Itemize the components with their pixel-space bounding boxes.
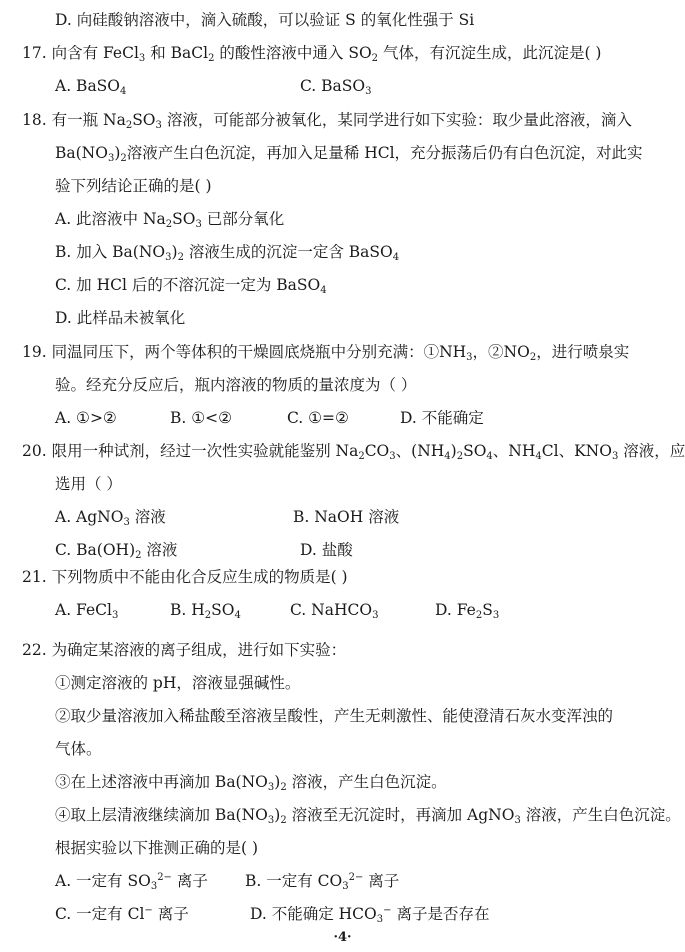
q22-question: 根据实验以下推测正确的是( ) (55, 839, 259, 857)
q19-option-d: D. 不能确定 (400, 409, 484, 427)
q19-option-a: A. ①>② (55, 409, 117, 427)
q20-stem-line2: 选用（ ） (55, 475, 122, 493)
q21-option-a: A. FeCl$_3$ (55, 601, 119, 621)
q22-option-b: B. 一定有 $CO_3^{2-}$ 离子 (245, 872, 400, 892)
q17-option-a: A. BaSO$_4$ (55, 77, 127, 97)
q22-step-4: ④取上层清液继续滴加 $Ba(NO_3)_2$ 溶液至无沉淀时，再滴加 AgNO$_3$ 溶液，产生白色沉淀。 (55, 806, 681, 826)
q20-option-d: D. 盐酸 (300, 541, 353, 559)
q17-stem: 17. 向含有 FeCl$_3$ 和 BaCl$_2$ 的酸性溶液中通入 $SO_2$ 气体，有沉淀生成，此沉淀是( ) (22, 44, 602, 64)
q22-option-a: A. 一定有 $SO_3^{2-}$ 离子 (55, 872, 208, 892)
q18-stem-line3: 验下列结论正确的是( ) (55, 177, 212, 195)
q20-option-c: C. $Ba(OH)_2$ 溶液 (55, 541, 178, 561)
q16-option-d: D. 向硅酸钠溶液中，滴入硫酸，可以验证 S 的氧化性强于 Si (55, 11, 475, 29)
q21-option-d: D. $Fe_2S_3$ (435, 601, 500, 621)
q20-option-b: B. NaOH 溶液 (293, 508, 400, 526)
q19-option-c: C. ①=② (287, 409, 349, 427)
q18-stem-line2: $Ba(NO_3)_2$溶液产生白色沉淀，再加入足量稀 HCl，充分振荡后仍有白色沉淀，对此实 (55, 144, 643, 164)
q21-option-c: C. NaHCO$_3$ (290, 601, 379, 621)
q22-option-c: C. 一定有 Cl− 离子 (55, 905, 189, 923)
q19-stem-line2: 验。经充分反应后，瓶内溶液的物质的量浓度为（ ） (55, 376, 417, 394)
q22-stem: 22. 为确定某溶液的离子组成，进行如下实验： (22, 641, 347, 659)
q18-option-d: D. 此样品未被氧化 (55, 309, 186, 327)
q17-option-c: C. BaSO$_3$ (300, 77, 372, 97)
page-number: ·4· (333, 930, 352, 945)
q19-stem-line1: 19. 同温同压下，两个等体积的干燥圆底烧瓶中分别充满：$①NH_3$，$②NO_2$，进行喷泉实 (22, 343, 630, 363)
q22-step-1: ①测定溶液的 pH，溶液显强碱性。 (55, 674, 301, 692)
q22-step-2-cont: 气体。 (55, 740, 102, 758)
q21-stem: 21. 下列物质中不能由化合反应生成的物质是( ) (22, 568, 348, 586)
q22-step-2: ②取少量溶液加入稀盐酸至溶液呈酸性，产生无刺激性、能使澄清石灰水变浑浊的 (55, 707, 614, 725)
q19-option-b: B. ①<② (170, 409, 233, 427)
q20-stem-line1: 20. 限用一种试剂，经过一次性实验就能鉴别 $Na_2CO_3$、$(NH_4)_2SO_4$、$NH_4Cl$、$KNO_3$ 溶液，应 (22, 442, 685, 462)
q21-option-b: B. $H_2SO_4$ (170, 601, 241, 621)
q20-option-a: A. AgNO$_3$ 溶液 (55, 508, 166, 528)
q22-option-d: D. 不能确定 $HCO_3^-$ 离子是否存在 (250, 905, 490, 925)
q22-step-3: ③在上述溶液中再滴加 $Ba(NO_3)_2$ 溶液，产生白色沉淀。 (55, 773, 447, 793)
q18-option-b: B. 加入 $Ba(NO_3)_2$ 溶液生成的沉淀一定含 BaSO$_4$ (55, 243, 400, 263)
q18-option-c: C. 加 HCl 后的不溶沉淀一定为 BaSO$_4$ (55, 276, 327, 296)
q18-option-a: A. 此溶液中 $Na_2SO_3$ 已部分氧化 (55, 210, 285, 230)
q18-stem-line1: 18. 有一瓶 $Na_2SO_3$ 溶液，可能部分被氧化，某同学进行如下实验：取少量此溶液，滴入 (22, 111, 632, 131)
